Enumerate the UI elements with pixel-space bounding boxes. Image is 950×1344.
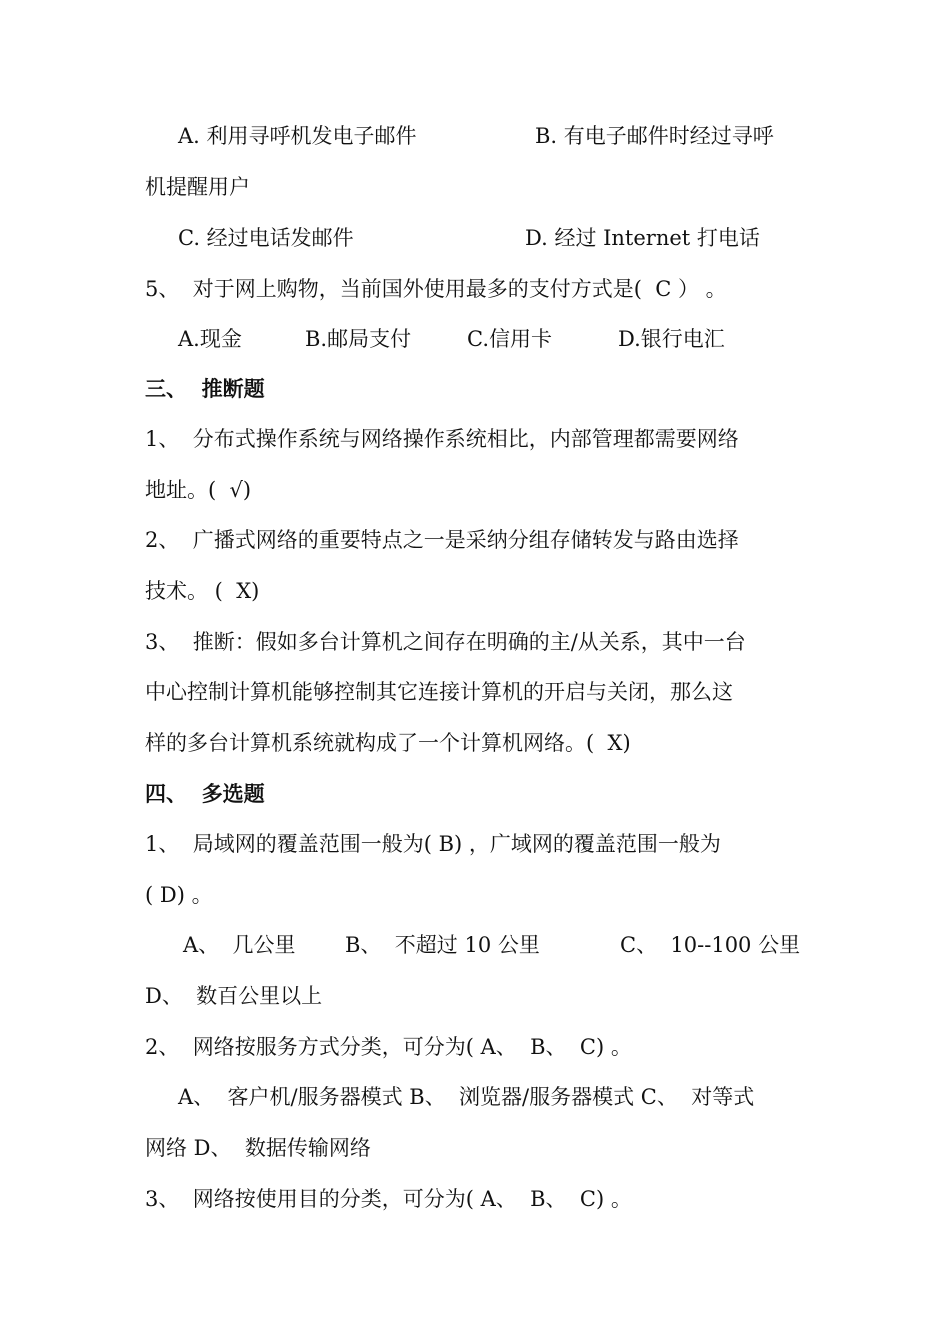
section-3-line: 1、 分布式操作系统与网络操作系统相比，内部管理都需要网络 [145,427,739,451]
q1-option-c: C、 10--100 公里 [620,933,801,957]
q4-option-b-continuation: 机提醒用户 [145,175,250,199]
q5-option-c: C.信用卡 [467,327,552,351]
section-4-q1-line-1: 1、 局域网的覆盖范围一般为( B) ，广域网的覆盖范围一般为 [145,832,721,856]
section-4-q1-option-d: D、 数百公里以上 [145,984,323,1008]
q4-option-c: C. 经过电话发邮件 [178,226,354,250]
section-4-q2-stem: 2、 网络按服务方式分类，可分为( A、 B、 C) 。 [145,1035,632,1059]
q1-option-b: B、 不超过 10 公里 [345,933,540,957]
section-3-title: 三、 推断题 [145,376,265,401]
q4-option-b: B. 有电子邮件时经过寻呼 [535,124,774,148]
q5-stem: 5、 对于网上购物，当前国外使用最多的支付方式是( C ） 。 [145,277,727,301]
section-4-title: 四、 多选题 [145,781,265,806]
section-3-line: 地址。( √) [145,478,252,502]
section-4-q2-options-row-2: 网络 D、 数据传输网络 [145,1136,371,1160]
section-3-line: 2、 广播式网络的重要特点之一是采纳分组存储转发与路由选择 [145,528,739,552]
section-4-q3-stem: 3、 网络按使用目的分类，可分为( A、 B、 C) 。 [145,1187,632,1211]
section-3-line: 样的多台计算机系统就构成了一个计算机网络。( X) [145,731,631,755]
q5-option-b: B.邮局支付 [305,327,412,351]
section-4-q1-line-2: ( D) 。 [145,883,213,907]
section-3-line: 3、 推断：假如多台计算机之间存在明确的主/从关系，其中一台 [145,630,746,654]
q5-option-d: D.银行电汇 [618,327,725,351]
section-4-q2-options-row-1: A、 客户机/服务器模式 B、 浏览器/服务器模式 C、 对等式 [178,1085,755,1109]
q4-option-a: A. 利用寻呼机发电子邮件 [178,124,417,148]
section-3-line: 中心控制计算机能够控制其它连接计算机的开启与关闭，那么这 [145,680,733,704]
section-3-line: 技术。 ( X) [145,579,260,603]
q4-option-d: D. 经过 Internet 打电话 [525,226,760,250]
q5-option-a: A.现金 [178,327,242,351]
q1-option-a: A、 几公里 [183,933,296,957]
